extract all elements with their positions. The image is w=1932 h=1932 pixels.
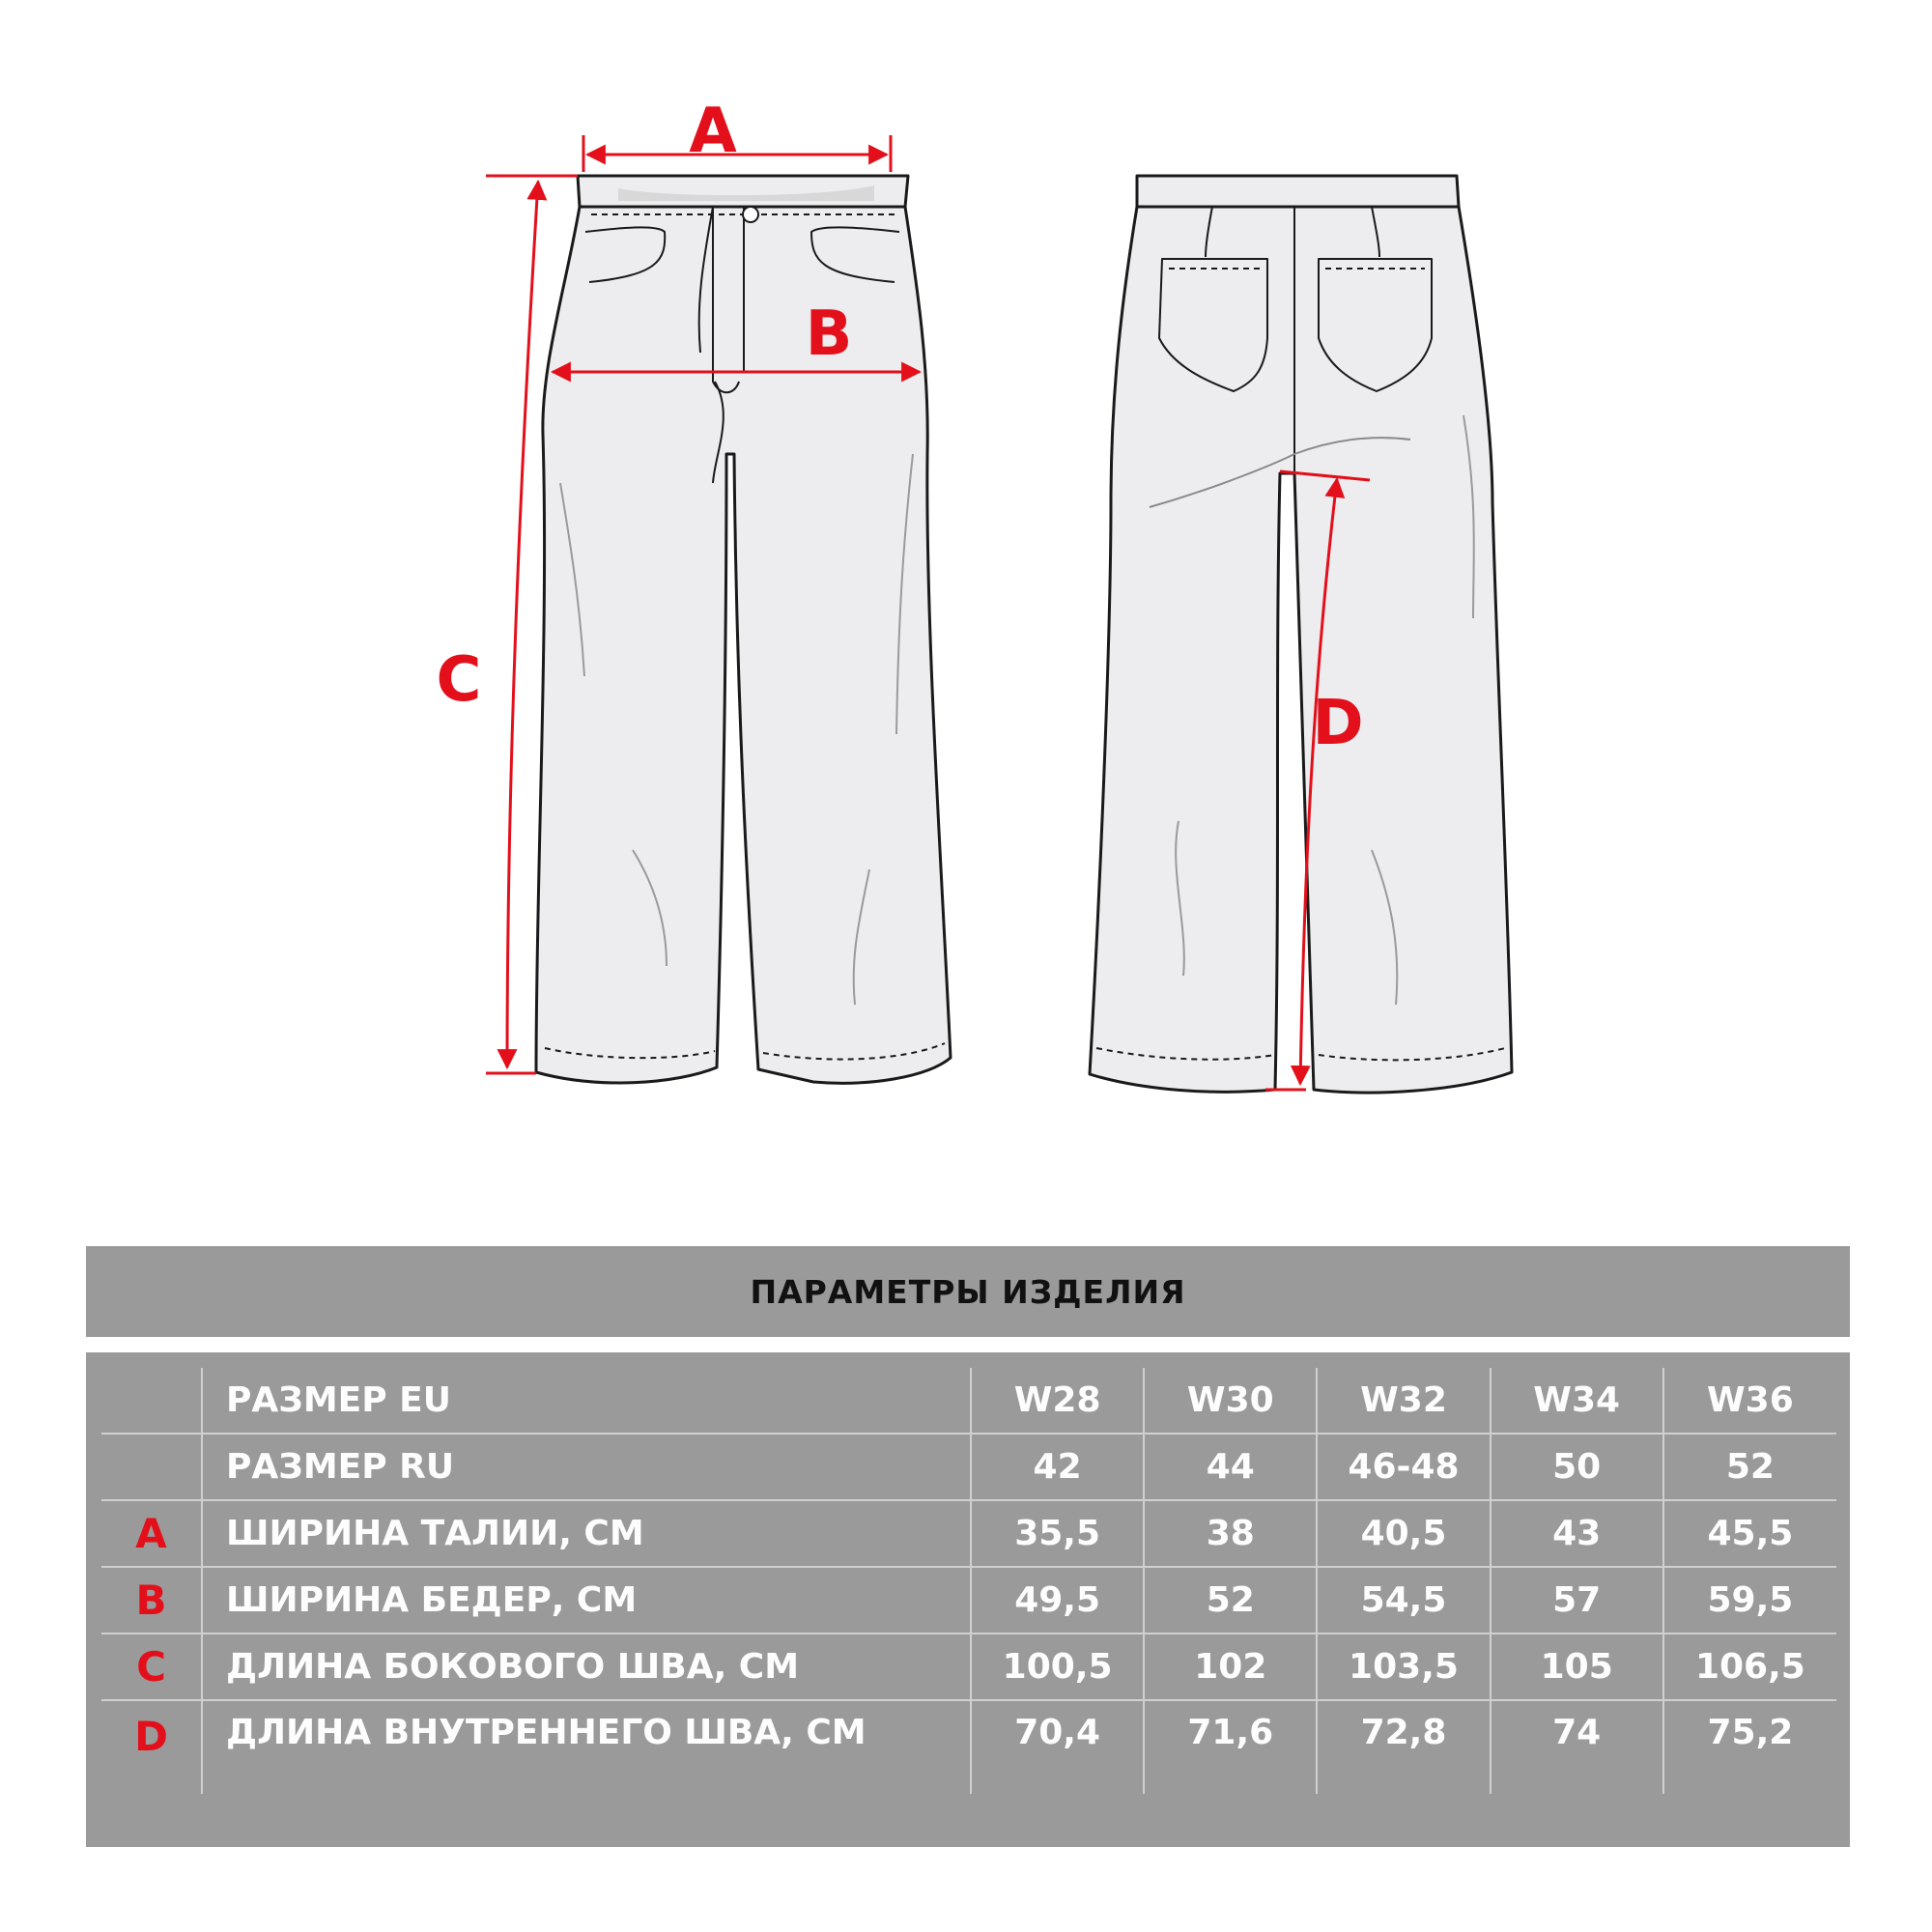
size-value: 43 xyxy=(1491,1500,1663,1567)
table-title-bar xyxy=(86,1246,1850,1337)
table-row xyxy=(101,1368,1836,1434)
label-d: D xyxy=(1312,688,1364,759)
size-value: W34 xyxy=(1491,1368,1663,1434)
size-value: 106,5 xyxy=(1663,1634,1836,1700)
size-value: 57 xyxy=(1491,1567,1663,1634)
size-value: 52 xyxy=(1144,1567,1317,1634)
size-value: 45,5 xyxy=(1663,1500,1836,1567)
table-title: ПАРАМЕТРЫ ИЗДЕЛИЯ xyxy=(750,1272,1186,1311)
table-row xyxy=(101,1500,1836,1567)
measure-c-arrow xyxy=(507,182,538,1067)
size-value: 75,2 xyxy=(1663,1700,1836,1794)
measure-letter xyxy=(101,1368,202,1434)
table-row xyxy=(101,1700,1836,1794)
size-value: 74 xyxy=(1491,1700,1663,1794)
pants-front-view xyxy=(536,176,951,1083)
size-value: 52 xyxy=(1663,1434,1836,1500)
size-table xyxy=(101,1368,1836,1794)
label-a: A xyxy=(689,96,737,167)
size-value: W28 xyxy=(971,1368,1144,1434)
parameter-name: ШИРИНА ТАЛИИ, СМ xyxy=(202,1500,971,1567)
size-value: W30 xyxy=(1144,1368,1317,1434)
size-value: 46-48 xyxy=(1317,1434,1490,1500)
table-row xyxy=(101,1434,1836,1500)
size-value: W32 xyxy=(1317,1368,1490,1434)
size-value: W36 xyxy=(1663,1368,1836,1434)
size-value: 59,5 xyxy=(1663,1567,1836,1634)
parameter-name: РАЗМЕР RU xyxy=(202,1434,971,1500)
size-value: 102 xyxy=(1144,1634,1317,1700)
size-value: 54,5 xyxy=(1317,1567,1490,1634)
measure-letter xyxy=(101,1434,202,1500)
label-b: B xyxy=(805,298,853,370)
parameter-name: ДЛИНА БОКОВОГО ШВА, СМ xyxy=(202,1634,971,1700)
size-value: 50 xyxy=(1491,1434,1663,1500)
size-value: 35,5 xyxy=(971,1500,1144,1567)
measure-letter: D xyxy=(134,1713,168,1760)
parameter-name: РАЗМЕР EU xyxy=(202,1368,971,1434)
size-value: 38 xyxy=(1144,1500,1317,1567)
size-value: 103,5 xyxy=(1317,1634,1490,1700)
size-value: 49,5 xyxy=(971,1567,1144,1634)
size-value: 100,5 xyxy=(971,1634,1144,1700)
table-row xyxy=(101,1634,1836,1700)
table-row xyxy=(101,1567,1836,1634)
measure-letter: B xyxy=(101,1567,202,1634)
parameter-name: ДЛИНА ВНУТРЕННЕГО ШВА, СМ xyxy=(202,1700,971,1794)
size-value: 70,4 xyxy=(971,1700,1144,1794)
size-value: 105 xyxy=(1491,1634,1663,1700)
label-c: C xyxy=(436,644,482,716)
pants-back-view xyxy=(1090,176,1512,1093)
size-value: 44 xyxy=(1144,1434,1317,1500)
size-value: 42 xyxy=(971,1434,1144,1500)
size-value: 40,5 xyxy=(1317,1500,1490,1567)
measure-letter: C xyxy=(101,1634,202,1700)
size-table-container xyxy=(86,1352,1850,1847)
parameter-name: ШИРИНА БЕДЕР, СМ xyxy=(202,1567,971,1634)
size-value: 71,6 xyxy=(1144,1700,1317,1794)
measure-letter: A xyxy=(101,1500,202,1567)
size-value: 72,8 xyxy=(1317,1700,1490,1794)
